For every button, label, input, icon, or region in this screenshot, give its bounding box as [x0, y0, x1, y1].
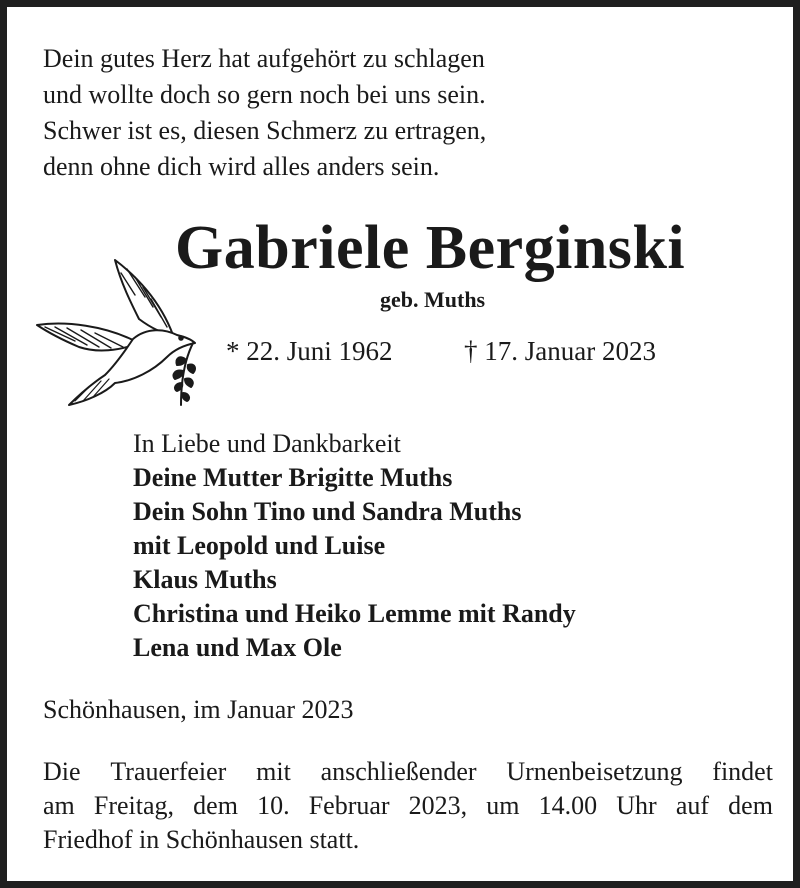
poem-line: Schwer ist es, diesen Schmerz zu ertragen, [43, 116, 487, 145]
death-date: † 17. Januar 2023 [464, 336, 656, 366]
mourner-line: Klaus Muths [133, 565, 277, 594]
mourner-line: Christina und Heiko Lemme mit Randy [133, 599, 576, 628]
service-word: Uhr [616, 791, 657, 820]
mourners-block [133, 427, 576, 665]
mourners-intro: In Liebe und Dankbarkeit [133, 429, 401, 458]
service-word: findet [712, 757, 773, 786]
service-word: am [43, 791, 75, 820]
service-line-2 [43, 789, 773, 823]
service-word: Trauerfeier [110, 757, 227, 786]
service-word: auf [675, 791, 710, 820]
service-word: um [486, 791, 520, 820]
poem [43, 41, 486, 185]
service-word: 14.00 [538, 791, 598, 820]
service-word: mit [256, 757, 291, 786]
service-line-3: Friedhof in Schönhausen statt. [43, 825, 360, 854]
service-word: Die [43, 757, 81, 786]
service-word: 2023, [408, 791, 468, 820]
birth-date: * 22. Juni 1962 [226, 336, 393, 366]
birth-name: geb. Muths [380, 287, 486, 312]
service-word: Urnenbeisetzung [506, 757, 683, 786]
service-word: Freitag, [93, 791, 175, 820]
service-word: anschließender [320, 757, 477, 786]
service-word: 10. [257, 791, 290, 820]
deceased-name: Gabriele Berginski [175, 214, 686, 282]
service-line-1 [43, 755, 773, 789]
mourner-line: Dein Sohn Tino und Sandra Muths [133, 497, 522, 526]
poem-line: denn ohne dich wird alles anders sein. [43, 152, 440, 181]
funeral-service-notice [43, 755, 773, 857]
service-word: Februar [308, 791, 390, 820]
mourner-line: Deine Mutter Brigitte Muths [133, 463, 453, 492]
poem-line: und wollte doch so gern noch bei uns sein. [43, 80, 486, 109]
service-word: dem [193, 791, 238, 820]
mourner-line: Lena und Max Ole [133, 633, 342, 662]
place-date: Schönhausen, im Januar 2023 [43, 695, 354, 724]
mourner-line: mit Leopold und Luise [133, 531, 386, 560]
poem-line: Dein gutes Herz hat aufgehört zu schlagen [43, 44, 485, 73]
service-word: dem [728, 791, 773, 820]
